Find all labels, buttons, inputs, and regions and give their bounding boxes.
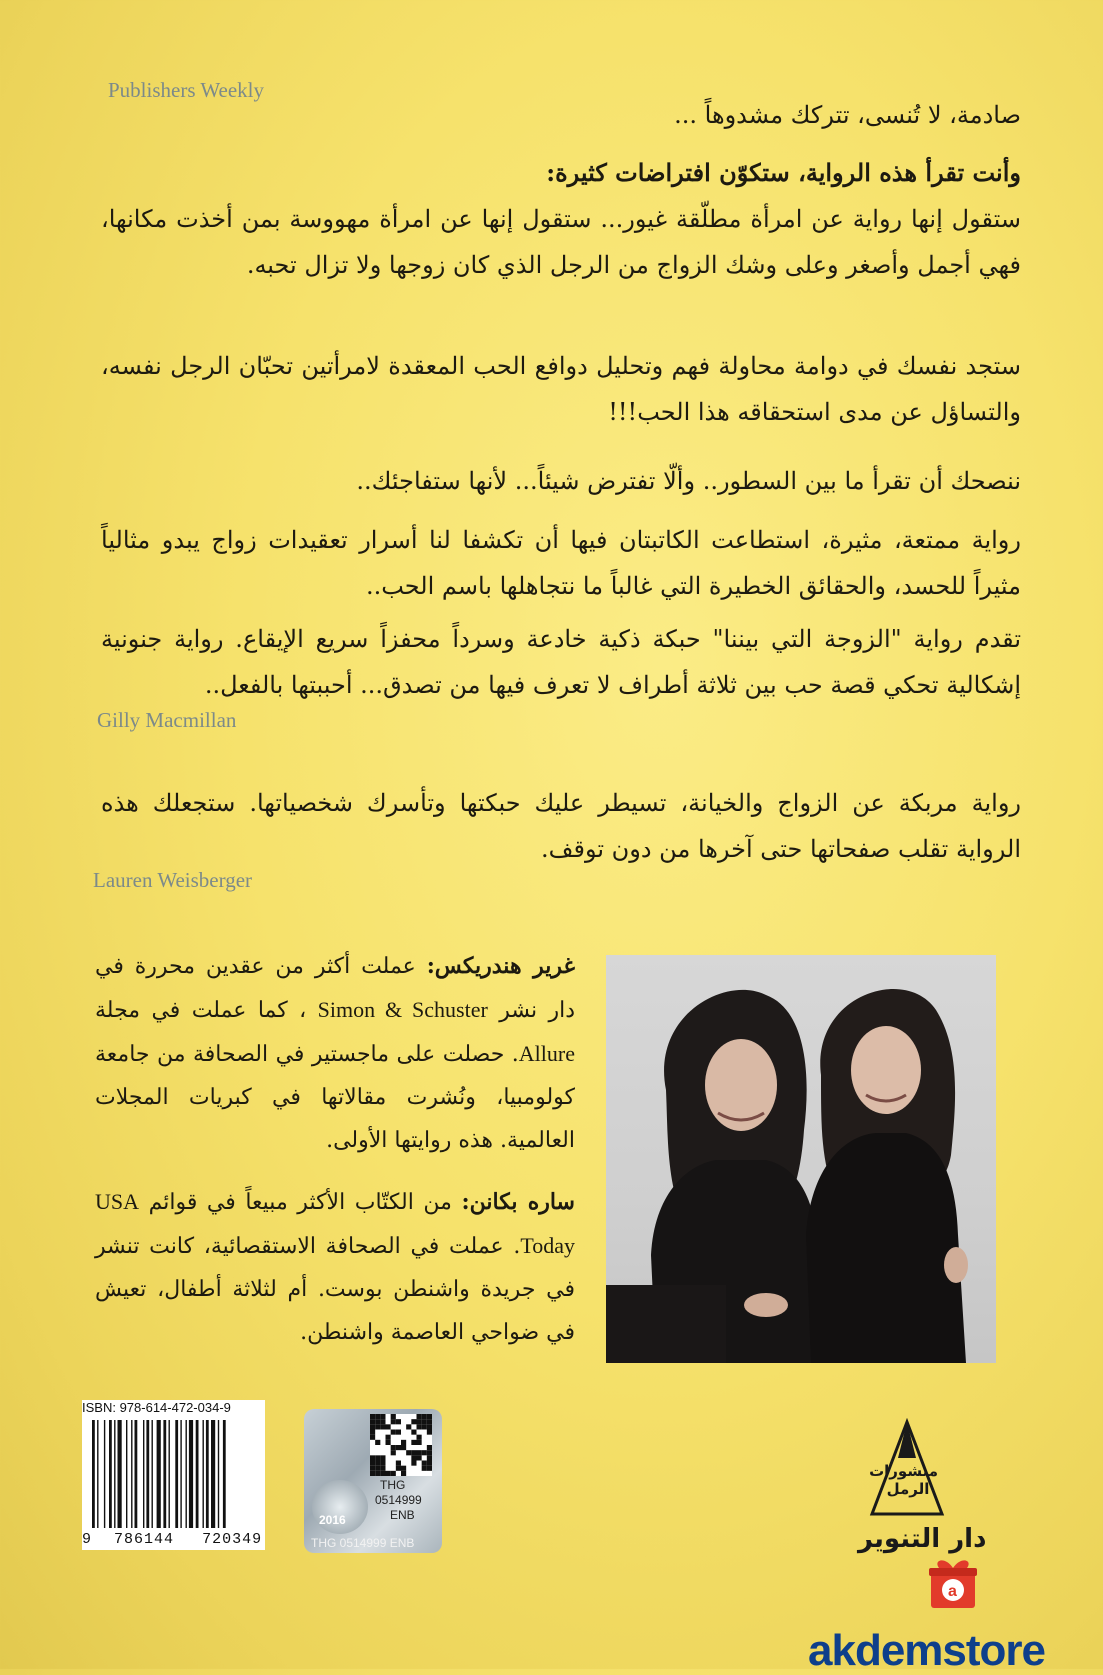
- ramel-logo-line-2: الرمل: [886, 1480, 930, 1498]
- authors-photo: [606, 955, 996, 1363]
- quote-paragraph-3: ستقول إنها رواية عن امرأة مطلّقة غيور... ستقول إنها عن امرأة مهووسة بمن أخذت مكانها، فهي أجمل وأصغر وعلى وشك الزواج من الرجل الذي كان زوجها ولا تزال تحبه.: [101, 205, 1021, 279]
- sticker-line-3: ENB: [390, 1508, 415, 1522]
- quote-paragraph-8: رواية مربكة عن الزواج والخيانة، تسيطر عليك حبكتها وتأسرك شخصياتها. ستجعلك هذه الرواية تقلب صفحاتها حتى آخرها من دون توقف.: [101, 789, 1021, 863]
- barcode-digits: [82, 1531, 262, 1548]
- bio-greer-hendricks: [95, 945, 575, 1162]
- barcode-digit-left: 9: [82, 1531, 93, 1548]
- bio-greer-text-b: ، كما عملت في مجلة: [95, 998, 307, 1023]
- quote-paragraph-6: رواية ممتعة، مثيرة، استطاعت الكاتبتان فيها أن تكشفا لنا أسرار تعقيدات زواج يبدو مثالياً مثيراً للحسد، والحقائق الخطيرة التي غالباً ما نتجاهلها باسم الحب..: [101, 526, 1021, 600]
- barcode-digits-group-1: 786144: [114, 1531, 175, 1548]
- bio-greer-text-a: عملت أكثر من عقدين محررة في دار نشر: [95, 954, 576, 1023]
- bio-greer-name: غرير هندريكس:: [426, 953, 575, 979]
- svg-text:a: a: [948, 1583, 957, 1600]
- isbn-label: ISBN: 978-614-472-034-9: [82, 1400, 231, 1415]
- quote-line-2: وأنت تقرأ هذه الرواية، ستكوّن افتراضات كثيرة:: [546, 158, 1021, 187]
- sticker-bottom-code: THG 0514999 ENB: [311, 1536, 415, 1550]
- quote-line-1: صادمة، لا تُنسى، تتركك مشدوهاً ...: [674, 101, 1021, 129]
- dar-altanweer-logo: دار التنوير: [858, 1524, 987, 1554]
- akdemstore-gift-icon: [927, 1556, 979, 1610]
- ramel-logo-line-1: منشورات: [869, 1462, 938, 1480]
- credit-lauren-weisberger: Lauren Weisberger: [93, 868, 253, 892]
- akdemstore-a: a: [808, 1626, 832, 1675]
- bio-greer-magazine: Allure: [518, 1041, 575, 1066]
- sticker-line-1: THG: [380, 1478, 406, 1492]
- bio-sarah-text-b: . عملت في الصحافة الاستقصائية، كانت تنشر في جريدة واشنطن بوست. أم لثلاثة أطفال، تعيش في ضواحي العاصمة واشنطن.: [95, 1234, 575, 1345]
- quote-line-5: ننصحك أن تقرأ ما بين السطور.. وألّا تفترض شيئاً... لأنها ستفاجئك..: [356, 467, 1021, 495]
- bio-sarah-list: USA Today: [95, 1189, 575, 1258]
- bio-sarah-pekkanen: [95, 1180, 575, 1354]
- akdemstore-watermark: [808, 1626, 1046, 1675]
- qr-code-icon: [370, 1414, 432, 1476]
- sticker-line-2: 0514999: [375, 1493, 422, 1507]
- sticker-year: 2016: [319, 1513, 346, 1527]
- quote-paragraph-4: ستجد نفسك في دوامة محاولة فهم وتحليل دوافع الحب المعقدة لامرأتين تحبّان الرجل نفسه، والتساؤل عن مدى استحقاقه هذا الحب!!!: [101, 352, 1021, 426]
- ramel-publisher-logo: [868, 1418, 946, 1518]
- akdemstore-text: kdemstore: [831, 1626, 1046, 1675]
- bio-sarah-name: ساره بكانن:: [461, 1189, 575, 1215]
- quote-paragraph-7: تقدم رواية "الزوجة التي بيننا" حبكة ذكية خادعة وسرداً محفزاً سريع الإيقاع. رواية جنونية إشكالية تحكي قصة حب بين ثلاثة أطراف لا تعرف فيها من تصدق... أحببتها بالفعل..: [101, 625, 1021, 699]
- barcode-icon: [82, 1400, 265, 1550]
- barcode-panel: [82, 1400, 265, 1550]
- credit-gilly-macmillan: Gilly Macmillan: [97, 708, 237, 732]
- bio-sarah-text-a: من الكتّاب الأكثر مبيعاً في قوائم: [148, 1190, 452, 1215]
- authors-photo-illustration: [606, 955, 996, 1363]
- bio-greer-publisher: Simon & Schuster: [317, 997, 488, 1022]
- barcode-digits-group-2: 720349: [202, 1531, 263, 1548]
- bio-greer-text-c: . حصلت على ماجستير في الصحافة من جامعة كولومبيا، ونُشرت مقالاتها في كبريات المجلات العالمية. هذه روايتها الأولى.: [95, 1042, 575, 1153]
- credit-publishers-weekly: Publishers Weekly: [108, 78, 264, 102]
